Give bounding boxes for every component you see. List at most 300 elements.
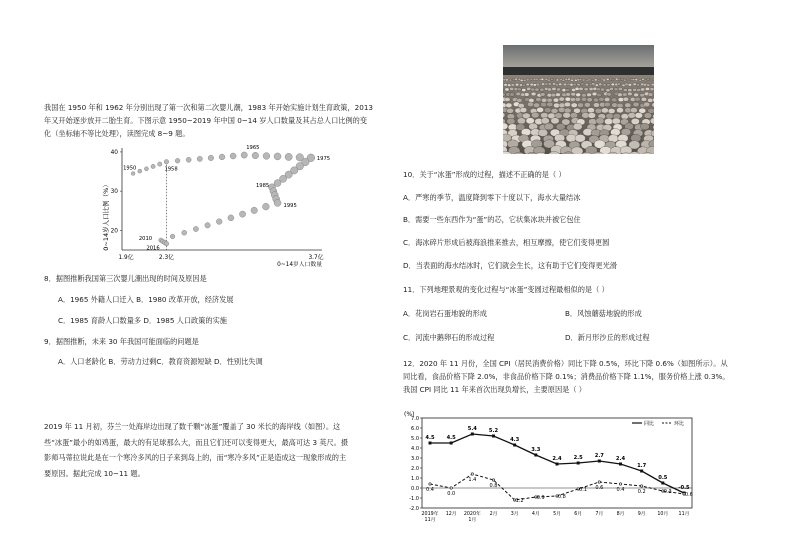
- q11-option-c: C．河流中鹅卵石的形成过程: [403, 333, 495, 342]
- ice-egg: [653, 79, 654, 81]
- ice-egg: [551, 118, 559, 124]
- ice-egg: [609, 87, 613, 90]
- ice-egg: [640, 123, 649, 130]
- ice-egg: [596, 118, 604, 124]
- ice-egg: [535, 88, 539, 91]
- population-x-tick-label: 2.3亿: [158, 255, 174, 261]
- ice-egg: [651, 83, 654, 86]
- q8-stem: 8．据图推断我国第三次婴儿潮出现的时间及原因是: [44, 274, 207, 283]
- ice-egg: [630, 108, 637, 113]
- ice-egg: [504, 84, 508, 87]
- ice-egg: [556, 88, 560, 91]
- cpi-yoy-point: [429, 442, 432, 445]
- cpi-y-tick-label: -1.0: [409, 496, 419, 502]
- ice-egg: [644, 113, 652, 119]
- ice-egg: [547, 102, 553, 107]
- ice-egg: [563, 112, 571, 118]
- ice-egg: [604, 118, 612, 124]
- ice-egg: [517, 118, 525, 124]
- ice-egg: [577, 103, 583, 108]
- ice-egg: [608, 108, 615, 113]
- population-point: [175, 158, 180, 163]
- q12-stem: [403, 357, 788, 396]
- ice-egg: [531, 88, 535, 91]
- ice-egg: [595, 108, 602, 113]
- population-point: [219, 154, 225, 160]
- population-point: [208, 155, 214, 161]
- cpi-x-tick-label: 4月: [531, 512, 540, 517]
- cpi-yoy-point: [534, 454, 537, 457]
- ice-egg: [641, 97, 647, 101]
- ice-egg: [611, 83, 615, 86]
- population-x-axis-label: 0~14岁人口数量: [277, 262, 322, 267]
- cpi-x-tick-label: 6月: [574, 512, 583, 517]
- q10-option-c: C．海冰碎片形成后被海浪推来推去，相互摩擦，使它们变得更圆: [403, 238, 610, 247]
- ice-egg: [581, 93, 586, 97]
- ice-egg: [587, 93, 592, 97]
- ice-egg: [505, 88, 509, 91]
- ice-egg: [617, 83, 621, 86]
- ice-egg: [568, 78, 571, 80]
- cpi-mom-data-label: -1.2: [513, 498, 524, 504]
- ice-egg: [524, 93, 529, 97]
- cpi-yoy-data-label: 2.4: [552, 456, 562, 462]
- ice-egg: [621, 114, 629, 120]
- ice-egg: [581, 83, 585, 86]
- ice-egg: [547, 79, 550, 81]
- ice-egg: [575, 87, 579, 90]
- population-year-label: 1958: [164, 166, 178, 173]
- ice-egg: [603, 84, 607, 87]
- ice-egg: [510, 87, 514, 90]
- ice-egg: [571, 79, 574, 81]
- ice-egg: [606, 78, 609, 80]
- ice-egg: [644, 102, 650, 107]
- passage-line: 些“冰蛋”最小的如鸡蛋，最大的有足球那么大，而且它们还可以变得更大，最高可达 3 英尺。摄: [44, 437, 349, 447]
- ice-egg: [545, 123, 554, 130]
- cpi-y-tick-label: 0.0: [411, 486, 419, 492]
- ice-egg: [635, 97, 641, 101]
- ice-egg: [522, 88, 526, 91]
- passage-line: 影师马蒂拉说此是在一个寒冷多风的日子来到岛上的，而“寒冷多风”正是造成这一现象形成的主: [44, 453, 347, 462]
- ice-egg: [579, 87, 583, 90]
- ice-egg: [647, 78, 650, 80]
- cpi-mom-data-label: -0.9: [534, 495, 545, 501]
- ice-egg: [592, 92, 597, 96]
- ice-egg: [587, 98, 593, 102]
- cpi-yoy-data-label: 0.5: [658, 475, 668, 481]
- cpi-yoy-point: [640, 470, 643, 473]
- cpi-yoy-point: [556, 463, 559, 466]
- population-year-label: 1975: [316, 155, 330, 162]
- ice-egg: [516, 92, 521, 96]
- ice-egg: [547, 88, 551, 91]
- q10-option-d: D．当表面的海水结冰时，它们就会生长，这有助于它们变得更光滑: [403, 261, 617, 270]
- cpi-x-tick-label: 12月: [445, 512, 457, 517]
- cpi-yoy-data-label: 2.5: [573, 455, 583, 461]
- ice-egg: [614, 88, 618, 91]
- cpi-x-tick-label: 11月: [678, 512, 690, 517]
- ice-egg: [591, 79, 594, 81]
- ice-egg: [626, 78, 629, 80]
- cpi-mom-data-label: 0.4: [616, 487, 625, 493]
- population-year-label: 1950: [123, 165, 137, 172]
- ice-egg: [565, 88, 569, 91]
- ice-egg: [599, 97, 605, 101]
- ice-egg: [581, 97, 587, 101]
- population-x-tick-label: 3.7亿: [308, 255, 324, 261]
- population-year-label: 1965: [246, 145, 260, 152]
- ice-egg: [599, 83, 603, 86]
- ice-egg: [575, 134, 586, 142]
- population-point: [263, 153, 270, 160]
- population-chart-ylabel: 0~14岁人口比例（%）: [102, 181, 110, 251]
- ice-egg: [618, 78, 621, 80]
- ice-egg: [628, 112, 636, 118]
- ice-egg: [593, 98, 599, 102]
- cpi-yoy-data-label: -0.5: [678, 485, 690, 491]
- ice-egg: [585, 83, 589, 86]
- ice-egg: [544, 107, 551, 112]
- ice-egg: [603, 79, 606, 81]
- ice-egg: [540, 102, 546, 107]
- ice-egg: [533, 103, 539, 108]
- q11-stem: 11．下列地理景观的变化过程与“冰蛋”变圆过程最相似的是（ ）: [403, 285, 609, 294]
- ice-egg: [515, 83, 519, 86]
- ice-egg: [506, 79, 509, 81]
- ice-egg: [510, 93, 515, 97]
- ice-egg: [611, 98, 617, 102]
- cpi-mom-data-label: -0.6: [683, 492, 693, 498]
- population-point: [197, 156, 202, 161]
- population-point: [164, 241, 169, 246]
- cpi-mom-data-label: 0.2: [637, 489, 646, 495]
- ice-egg: [611, 79, 614, 81]
- ice-egg: [563, 83, 567, 86]
- ice-egg: [503, 123, 508, 130]
- q12-line: 12．2020 年 11 月份，全国 CPI（居民消费价格）同比下降 0.5%，环比下降 0.6%（如图所示）。从: [403, 359, 728, 368]
- ice-egg: [552, 87, 556, 90]
- cpi-mom-data-label: 0.0: [447, 491, 456, 497]
- ice-egg: [634, 93, 639, 97]
- ice-egg: [541, 98, 547, 102]
- q10-option-a: A．严寒的季节，温度降到零下十度以下，海水大量结冰: [403, 193, 581, 202]
- population-point: [252, 152, 259, 159]
- ice-egg: [592, 83, 596, 86]
- intro-line: 我国在 1950 年和 1962 年分别出现了第一次和第二次婴儿潮，1983 年开始实施计划生育政策，2013: [44, 103, 373, 112]
- ice-egg: [507, 108, 514, 113]
- ice-egg-passage: [44, 419, 394, 481]
- population-point: [251, 207, 258, 214]
- ice-egg: [547, 98, 553, 102]
- ice-egg: [589, 87, 593, 90]
- ice-egg: [536, 83, 540, 86]
- ice-egg: [625, 103, 631, 108]
- population-point: [274, 153, 281, 160]
- ice-egg: [623, 97, 629, 101]
- ice-egg: [530, 78, 533, 80]
- cpi-yoy-point: [661, 482, 664, 485]
- ice-egg: [559, 97, 565, 101]
- ice-egg: [623, 88, 627, 91]
- ice-egg: [573, 83, 577, 86]
- population-y-tick-label: 40: [110, 149, 118, 156]
- ice-egg: [541, 113, 549, 119]
- ice-egg: [537, 107, 544, 112]
- ice-egg: [604, 102, 610, 107]
- ice-egg: [570, 97, 576, 101]
- ice-egg: [559, 103, 565, 108]
- ice-egg: [648, 93, 653, 97]
- ice-egg: [550, 78, 553, 80]
- cpi-yoy-point: [492, 435, 495, 438]
- population-point: [186, 157, 191, 162]
- ice-egg: [635, 79, 638, 81]
- population-y-tick-label: 30: [110, 189, 118, 196]
- ice-egg: [607, 92, 612, 96]
- ice-egg: [627, 92, 632, 96]
- ice-egg: [574, 79, 577, 81]
- population-point: [164, 159, 169, 164]
- ice-egg: [641, 88, 645, 91]
- ice-egg: [530, 83, 534, 86]
- ice-egg: [617, 103, 623, 108]
- ice-egg: [506, 103, 512, 108]
- ice-egg: [607, 83, 611, 86]
- ice-egg: [540, 88, 544, 91]
- ice-egg: [621, 78, 624, 80]
- cpi-yoy-point: [577, 462, 580, 465]
- ice-egg: [571, 103, 577, 108]
- ice-egg: [632, 79, 635, 81]
- q11-option-b: B．风蚀蘑菇地貌的形成: [565, 309, 642, 318]
- cpi-mom-data-label: -0.8: [556, 494, 566, 500]
- ice-egg: [604, 97, 610, 101]
- population-point: [216, 219, 222, 225]
- ice-egg: [562, 79, 565, 81]
- ice-egg: [628, 89, 632, 92]
- ice-egg: [566, 93, 571, 97]
- cpi-mom-data-label: -0.1: [577, 487, 588, 493]
- q11-option-a: A．花岗岩石蛋地貌的形成: [403, 309, 487, 318]
- ice-egg: [584, 88, 588, 91]
- cpi-x-tick-label: 7月: [595, 512, 604, 517]
- population-year-label: 2010: [138, 236, 153, 243]
- ice-egg: [584, 103, 590, 108]
- ice-egg: [588, 79, 591, 81]
- ice-egg: [558, 83, 562, 86]
- cpi-x-tick-label: 2020年: [463, 512, 481, 517]
- q12-line: 同比看，食品价格下降 2.0%，非食品价格下降 0.1%；消费品价格下降 1.1%，服务价格上涨 0.3%。: [403, 372, 730, 381]
- cpi-mom-point: [429, 483, 431, 485]
- ice-egg: [509, 79, 512, 81]
- ice-egg: [565, 78, 568, 80]
- ice-egg: [637, 88, 641, 91]
- ice-egg: [623, 79, 626, 81]
- ice-egg: [597, 79, 600, 81]
- cpi-y-tick-label: 6.0: [411, 426, 419, 432]
- ice-egg: [505, 97, 511, 101]
- population-point: [138, 169, 142, 173]
- ice-egg: [595, 84, 599, 87]
- ice-egg: [577, 83, 581, 86]
- ice-egg: [507, 118, 515, 124]
- ice-egg: [640, 93, 645, 97]
- cpi-y-tick-label: 4.0: [411, 446, 419, 452]
- cpi-y-tick-label: -2.0: [409, 506, 419, 512]
- cpi-yoy-data-label: 2.4: [615, 456, 626, 462]
- passage-line: 2019 年 11 月初，芬兰一处海岸边出现了数千颗“冰蛋”覆盖了 30 米长的海岸线（如图）。这: [44, 422, 341, 431]
- cpi-x-tick-label: 2019年: [421, 512, 439, 517]
- ice-egg: [565, 97, 571, 101]
- ice-egg: [643, 83, 647, 86]
- cpi-mom-point: [598, 481, 600, 483]
- cpi-mom-point: [471, 473, 473, 475]
- cpi-mom-data-label: 0.4: [426, 487, 434, 493]
- ice-egg: [650, 79, 653, 81]
- population-point: [151, 164, 155, 168]
- cpi-yoy-point: [598, 460, 601, 463]
- ice-egg: [520, 107, 527, 112]
- cpi-yoy-point: [471, 433, 474, 436]
- cpi-x-tick-label: 8月: [616, 512, 625, 517]
- ice-egg: [536, 78, 539, 80]
- cpi-mom-point: [640, 485, 642, 487]
- population-year-label: 1985: [256, 183, 270, 190]
- cpi-mom-data-label: 1.4: [468, 477, 477, 483]
- population-point: [182, 230, 187, 235]
- ice-egg: [593, 103, 599, 108]
- ice-egg: [622, 93, 627, 97]
- cpi-y-tick-label: 1.0: [411, 476, 419, 482]
- ice-egg: [618, 87, 622, 90]
- ice-egg: [553, 78, 556, 80]
- population-point: [274, 199, 281, 206]
- ice-egg: [633, 88, 637, 91]
- ice-egg: [606, 113, 614, 119]
- ice-egg: [644, 79, 647, 81]
- population-point: [285, 153, 292, 160]
- ice-egg: [601, 108, 608, 113]
- ice-egg: [645, 87, 649, 90]
- population-point: [241, 152, 247, 158]
- ice-egg: [625, 83, 629, 86]
- cpi-yoy-point: [513, 444, 516, 447]
- ice-egg: [600, 88, 604, 91]
- q10-option-b: B．需要一些东西作为“蛋”的芯，它状集冰块并被它包住: [403, 215, 581, 224]
- population-point: [205, 223, 210, 228]
- ice-egg: [556, 79, 559, 81]
- ice-egg: [635, 112, 643, 118]
- ice-egg: [594, 79, 597, 81]
- intro-line: 化（坐标轴不等比处理），读图完成 8~9 题。: [44, 129, 190, 138]
- cpi-x-tick-label: 3月: [510, 512, 519, 517]
- ice-egg: [579, 78, 582, 80]
- cpi-yoy-data-label: 3.3: [531, 447, 541, 453]
- population-y-tick-label: 20: [110, 228, 118, 235]
- cpi-x-tick-label: 1月: [468, 518, 477, 523]
- intro-paragraph: [44, 101, 394, 140]
- population-point: [239, 211, 245, 217]
- ice-egg: [503, 79, 506, 81]
- ice-egg: [507, 84, 511, 87]
- ice-egg: [617, 108, 624, 113]
- ice-egg: [570, 113, 578, 119]
- cpi-x-tick-label: 10月: [657, 512, 669, 517]
- ice-egg: [555, 84, 559, 87]
- ice-egg: [576, 93, 581, 97]
- ice-egg: [612, 118, 620, 124]
- ice-egg: [588, 113, 596, 119]
- cpi-mom-point: [450, 487, 452, 489]
- ice-egg: [527, 102, 533, 107]
- ice-egg: [564, 102, 570, 107]
- cpi-mom-point: [619, 483, 621, 485]
- ice-egg: [617, 93, 622, 97]
- population-chart: [100, 142, 330, 267]
- cpi-yoy-data-label: 4.5: [446, 435, 456, 441]
- cpi-x-tick-label: 2月: [489, 512, 498, 517]
- ice-egg: [545, 78, 548, 80]
- ice-egg: [556, 93, 561, 97]
- cpi-y-tick-label: 3.0: [411, 456, 419, 462]
- ice-egg: [639, 79, 642, 81]
- population-year-label: 2016: [146, 245, 160, 252]
- q8-options-cd: C．1985 育龄人口数量多 D．1985 人口政策的实施: [58, 316, 227, 325]
- ice-egg: [551, 93, 556, 97]
- ice-egg: [531, 112, 539, 118]
- ice-egg: [511, 84, 515, 87]
- population-point: [131, 172, 135, 176]
- population-point: [230, 153, 236, 159]
- q9-options: A．人口老龄化 B．劳动力过剩C．教育资源短缺 D．性别比失调: [58, 357, 263, 366]
- cpi-x-tick-label: 11月: [424, 518, 436, 523]
- cpi-legend-label-yoy: 同比: [644, 421, 655, 427]
- ice-egg: [650, 88, 654, 91]
- q12-line: 我国 CPI 同比 11 年来首次出现负增长，主要原因是（ ）: [403, 385, 586, 394]
- ice-egg: [553, 98, 559, 102]
- cpi-y-tick-label: 7.0: [411, 416, 419, 422]
- ice-egg: [636, 84, 640, 87]
- ice-egg: [628, 83, 632, 86]
- ice-egg: [520, 79, 523, 81]
- cpi-yoy-point: [619, 463, 622, 466]
- ice-egg: [526, 118, 534, 124]
- cpi-yoy-data-label: 4.5: [425, 435, 435, 441]
- ice-egg: [531, 92, 536, 96]
- population-point: [263, 203, 270, 210]
- cpi-y-tick-label: 2.0: [411, 466, 419, 472]
- ice-egg: [633, 83, 637, 86]
- population-point: [158, 162, 162, 166]
- cpi-y-tick-label: 5.0: [411, 436, 419, 442]
- ice-egg: [526, 83, 530, 86]
- ice-egg: [517, 88, 521, 91]
- cpi-mom-data-label: 0.6: [595, 485, 604, 491]
- ice-egg: [523, 79, 526, 81]
- intro-line: 年又开始逐步放开二胎生育。下图示意 1950~2019 年中国 0~14 岁人口数量及其占总人口比例的变: [44, 116, 368, 125]
- cpi-yoy-point: [450, 442, 453, 445]
- ice-egg: [597, 93, 602, 97]
- population-point: [170, 234, 175, 239]
- ice-egg: [515, 78, 518, 80]
- cpi-yoy-data-label: 2.7: [594, 453, 604, 459]
- ice-egg: [540, 93, 545, 97]
- ice-egg: [541, 78, 544, 80]
- ice-eggs-photo: [503, 45, 654, 154]
- ice-egg: [582, 79, 585, 81]
- cpi-chart: [400, 408, 700, 526]
